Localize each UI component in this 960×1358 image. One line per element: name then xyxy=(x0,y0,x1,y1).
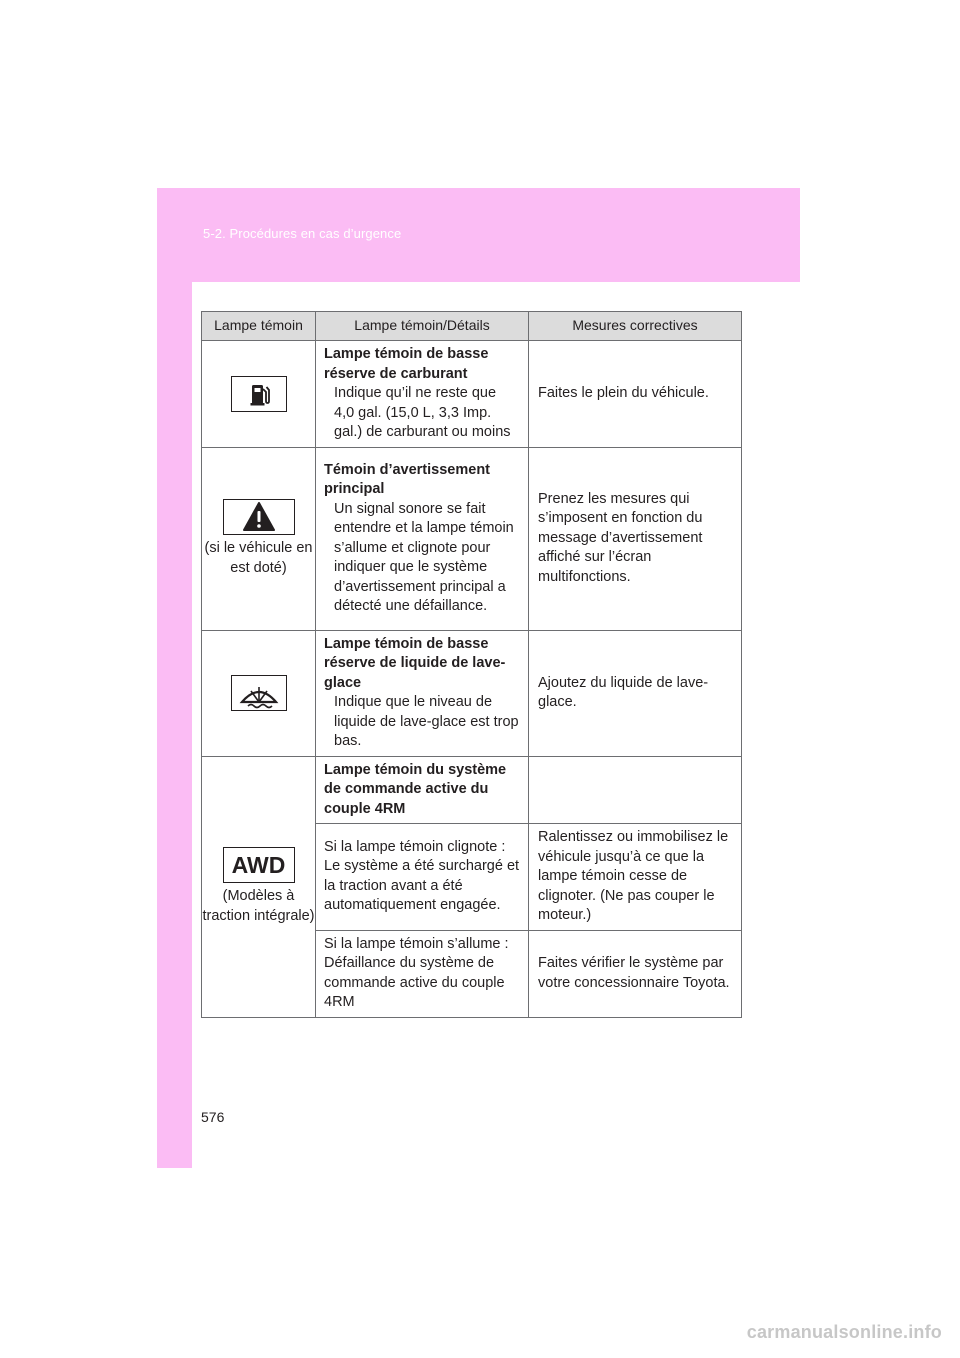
detail-cell xyxy=(316,756,529,824)
icon-cell xyxy=(202,630,316,756)
column-header: Lampe témoin xyxy=(202,312,316,341)
page-number: 576 xyxy=(201,1109,225,1125)
table-row xyxy=(202,447,742,630)
column-header: Lampe témoin/Détails xyxy=(316,312,529,341)
table-header-row xyxy=(202,312,742,341)
action-cell: Prenez les mesures qui s’imposent en fonction du message d’avertissement affiché sur l’écran multifonctions. xyxy=(529,447,742,630)
page-side-tab xyxy=(157,188,192,1168)
warning-lights-table xyxy=(201,311,742,1018)
fuel-pump-icon xyxy=(231,376,287,412)
table-row xyxy=(202,341,742,448)
warning-triangle-icon xyxy=(223,499,295,535)
icon-cell xyxy=(202,447,316,630)
action-cell: Faites vérifier le système par votre concessionnaire Toyota. xyxy=(529,930,742,1017)
warning-detail: Un signal sonore se fait entendre et la lampe témoin s’allume et clignote pour indiquer que le système d’avertissement principal a détecté une défaillance. xyxy=(334,500,514,614)
warning-condition: Si la lampe témoin s’allume : Défaillance du système de commande active du couple 4RM xyxy=(324,935,509,1010)
warning-title: Lampe témoin de basse réserve de liquide de lave-glace xyxy=(324,635,506,691)
awd-icon xyxy=(223,847,295,883)
icon-note: (Modèles à traction intégrale) xyxy=(202,888,315,924)
watermark: carmanualsonline.info xyxy=(746,1322,942,1342)
detail-cell xyxy=(316,930,529,1017)
awd-icon-label: AWD xyxy=(231,852,286,878)
warning-title: Lampe témoin de basse réserve de carburant xyxy=(324,346,489,382)
icon-cell xyxy=(202,756,316,1017)
warning-title: Lampe témoin du système de commande active du couple 4RM xyxy=(324,761,507,817)
icon-note: (si le véhicule en est doté) xyxy=(204,540,313,576)
action-cell: Ralentissez ou immobilisez le véhicule jusqu’à ce que la lampe témoin cesse de clignoter. (Ne pas couper le moteur.) xyxy=(529,824,742,931)
washer-fluid-icon xyxy=(231,675,287,711)
detail-cell xyxy=(316,447,529,630)
section-title: 5-2. Procédures en cas d’urgence xyxy=(203,226,402,241)
icon-cell xyxy=(202,341,316,448)
warning-detail: Indique qu’il ne reste que 4,0 gal. (15,0 L, 3,3 Imp. gal.) de carburant ou moins xyxy=(334,385,511,440)
detail-cell xyxy=(316,824,529,931)
column-header: Mesures correctives xyxy=(529,312,742,341)
table-row xyxy=(202,630,742,756)
action-cell: Ajoutez du liquide de lave-glace. xyxy=(529,630,742,756)
detail-cell xyxy=(316,630,529,756)
warning-condition: Si la lampe témoin clignote : Le système a été surchargé et la traction avant a été automatiquement engagée. xyxy=(324,838,520,914)
warning-detail: Indique que le niveau de liquide de lave-glace est trop bas. xyxy=(334,694,519,749)
action-cell xyxy=(529,756,742,824)
warning-title: Témoin d’avertissement principal xyxy=(324,461,490,497)
detail-cell xyxy=(316,341,529,448)
action-cell: Faites le plein du véhicule. xyxy=(529,341,742,448)
table-row xyxy=(202,756,742,824)
